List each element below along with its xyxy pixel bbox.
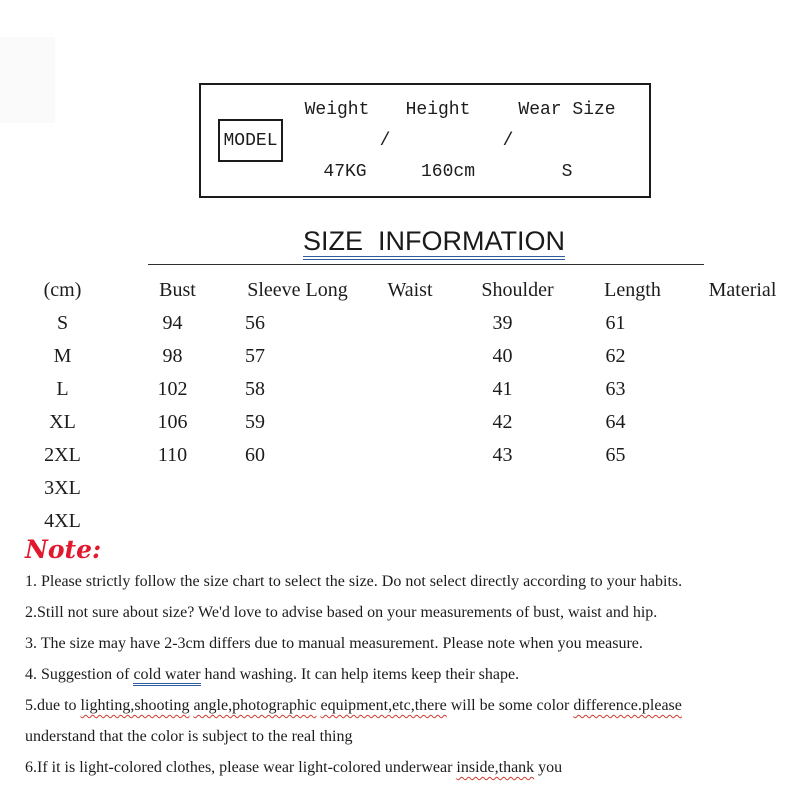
table-cell-material <box>685 307 800 340</box>
table-cell-waist <box>365 373 455 406</box>
notes-block <box>25 566 800 783</box>
table-cell-sleeve: 56 <box>245 312 265 334</box>
note-highlight-red: equipment,etc,there <box>320 697 447 714</box>
note-line <box>25 597 800 628</box>
table-cell-material <box>685 439 800 472</box>
table-header-cell: Shoulder <box>481 279 554 301</box>
table-cell-length <box>580 505 685 538</box>
note-line <box>25 721 800 752</box>
note-text: will be some color <box>446 697 574 714</box>
model-value-height: 160cm <box>420 162 476 182</box>
table-cell-waist <box>365 307 455 340</box>
table-cell-bust <box>125 472 230 505</box>
table-header-cell: Length <box>604 279 661 301</box>
table-cell-waist <box>365 406 455 439</box>
table-cell-sleeve <box>230 472 365 505</box>
table-cell-shoulder: 41 <box>492 378 513 400</box>
size-table <box>0 274 800 538</box>
table-cell-bust: 110 <box>157 444 188 466</box>
table-cell-shoulder: 43 <box>492 444 513 466</box>
table-cell-bust: 106 <box>157 411 188 433</box>
note-text: hand washing. It can help items keep their shape. <box>200 666 520 683</box>
model-value-weight: 47KG <box>323 162 367 182</box>
note-highlight-red: inside,thank <box>456 759 535 776</box>
model-label: MODEL <box>223 130 278 151</box>
table-cell-waist <box>365 340 455 373</box>
table-cell-size: XL <box>49 411 76 433</box>
table-cell-sleeve: 58 <box>245 378 265 400</box>
note-line <box>25 690 800 721</box>
table-cell-shoulder: 42 <box>492 411 513 433</box>
table-cell-sleeve: 59 <box>245 411 265 433</box>
note-text: 4. Suggestion of <box>25 666 134 683</box>
note-line <box>25 752 800 783</box>
table-cell-length: 62 <box>605 345 626 367</box>
table-cell-material <box>685 406 800 439</box>
note-line <box>25 566 800 597</box>
table-cell-waist <box>365 472 455 505</box>
table-cell-material <box>685 373 800 406</box>
table-header-cell: Sleeve Long <box>247 279 348 301</box>
table-cell-material <box>685 340 800 373</box>
table-cell-shoulder <box>455 472 580 505</box>
table-cell-length: 65 <box>605 444 626 466</box>
table-cell-length <box>580 472 685 505</box>
table-cell-shoulder <box>455 505 580 538</box>
note-highlight-red: difference.please <box>573 697 682 714</box>
note-highlight-blue: cold water <box>133 666 200 686</box>
table-header-cell: (cm) <box>43 279 82 301</box>
note-text: understand that the color is subject to the real thing <box>25 728 353 745</box>
note-text: 2.Still not sure about size? We'd love to advise based on your measurements of bust, waist and hip. <box>25 604 658 621</box>
corner-artifact <box>0 37 55 123</box>
model-separator: / <box>502 131 514 151</box>
page-title: SIZE INFORMATION <box>303 228 565 260</box>
note-text: you <box>534 759 563 776</box>
table-cell-bust: 102 <box>157 378 188 400</box>
table-cell-material <box>685 505 800 538</box>
table-cell-size: 3XL <box>44 477 81 499</box>
table-cell-length: 61 <box>605 312 626 334</box>
table-cell-waist <box>365 439 455 472</box>
note-text: 3. The size may have 2-3cm differs due to manual measurement. Please note when you measure. <box>25 635 643 652</box>
table-cell-size: 2XL <box>44 444 81 466</box>
table-cell-sleeve: 60 <box>245 444 265 466</box>
table-cell-size: L <box>56 378 69 400</box>
note-line <box>25 659 800 690</box>
table-header-cell: Material <box>708 279 777 301</box>
note-highlight-red: lighting,shooting <box>80 697 190 714</box>
table-cell-size: M <box>53 345 72 367</box>
table-header-cell: Bust <box>159 279 196 301</box>
model-info-box <box>199 83 651 198</box>
note-title: Note: <box>25 535 102 564</box>
note-text: 6.If it is light-colored clothes, please wear light-colored underwear <box>25 759 457 776</box>
table-cell-shoulder: 40 <box>492 345 513 367</box>
table-cell-bust <box>125 505 230 538</box>
table-cell-sleeve: 57 <box>245 345 265 367</box>
table-cell-bust: 94 <box>162 312 183 334</box>
note-text: 5.due to <box>25 697 81 714</box>
table-cell-length: 64 <box>605 411 626 433</box>
table-cell-bust: 98 <box>162 345 183 367</box>
note-text: 1. Please strictly follow the size chart to select the size. Do not select directly according to your habits. <box>25 573 683 590</box>
table-cell-size: 4XL <box>44 510 81 532</box>
model-separator: / <box>379 131 391 151</box>
table-cell-shoulder: 39 <box>492 312 513 334</box>
table-cell-material <box>685 472 800 505</box>
model-header-height: Height <box>405 100 471 120</box>
title-divider-line <box>148 264 704 265</box>
model-value-wear-size: S <box>561 162 573 182</box>
note-line <box>25 628 800 659</box>
model-header-wear-size: Wear Size <box>518 100 616 120</box>
table-cell-size: S <box>56 312 69 334</box>
model-header-weight: Weight <box>304 100 370 120</box>
note-highlight-red: angle,photographic <box>193 697 317 714</box>
table-cell-length: 63 <box>605 378 626 400</box>
table-cell-waist <box>365 505 455 538</box>
table-header-cell: Waist <box>387 279 433 301</box>
model-label-box <box>218 119 283 162</box>
table-cell-sleeve <box>230 505 365 538</box>
